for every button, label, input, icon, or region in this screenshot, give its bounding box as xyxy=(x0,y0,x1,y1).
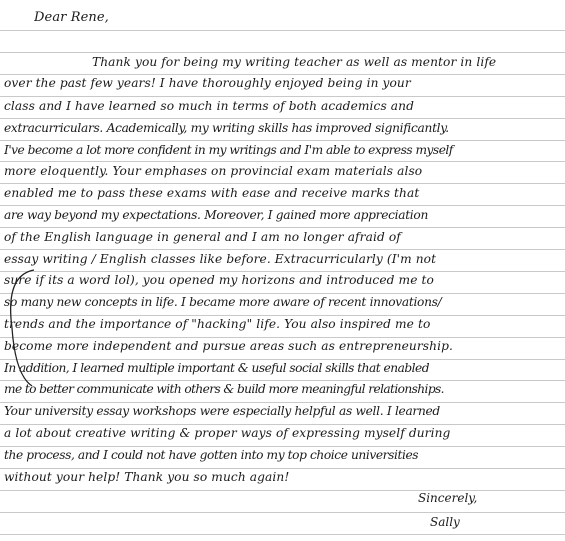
body-line-5: I've become a lot more confident in my writings and I'm able to express myself xyxy=(4,143,453,157)
body-line-17: Your university essay workshops were especially helpful as well. I learned xyxy=(4,404,440,418)
body-line-8: are way beyond my expectations. Moreover, I gained more appreciation xyxy=(4,208,428,222)
ruled-line xyxy=(0,446,565,447)
body-line-11: sure if its a word lol), you opened my horizons and introduced me to xyxy=(4,273,434,287)
body-line-10: essay writing / English classes like before. Extracurricularly (I'm not xyxy=(4,252,437,266)
body-line-2: over the past few years! I have thoroughly enjoyed being in your xyxy=(4,76,411,90)
body-line-4: extracurriculars. Academically, my writing skills has improved significantly. xyxy=(4,121,449,135)
margin-bracket xyxy=(6,268,36,388)
body-line-12: so many new concepts in life. I became more aware of recent innovations/ xyxy=(4,295,442,309)
body-line-7: enabled me to pass these exams with ease and receive marks that xyxy=(4,186,420,200)
ruled-line xyxy=(0,293,565,294)
body-line-16: me to better communicate with others & build more meaningful relationships. xyxy=(4,382,444,396)
body-line-20: without your help! Thank you so much again! xyxy=(4,470,290,484)
ruled-line xyxy=(0,161,565,162)
body-line-14: become more independent and pursue areas such as entrepreneurship. xyxy=(4,339,453,353)
ruled-line xyxy=(0,249,565,250)
salutation: Dear Rene, xyxy=(34,10,109,25)
ruled-line xyxy=(0,205,565,206)
ruled-line xyxy=(0,30,565,31)
body-line-19: the process, and I could not have gotten into my top choice universities xyxy=(4,448,419,462)
ruled-line xyxy=(0,271,565,272)
body-line-6: more eloquently. Your emphases on provincial exam materials also xyxy=(4,164,423,178)
body-line-13: trends and the importance of "hacking" life. You also inspired me to xyxy=(4,317,431,331)
ruled-line xyxy=(0,118,565,119)
body-line-15: In addition, I learned multiple important & useful social skills that enabled xyxy=(4,361,430,375)
body-line-18: a lot about creative writing & proper ways of expressing myself during xyxy=(4,426,451,440)
ruled-line xyxy=(0,512,565,513)
body-line-3: class and I have learned so much in terms of both academics and xyxy=(4,99,415,113)
ruled-line xyxy=(0,534,565,535)
body-line-9: of the English language in general and I am no longer afraid of xyxy=(4,230,401,244)
signature: Sally xyxy=(430,515,460,529)
ruled-line xyxy=(0,140,565,141)
ruled-line xyxy=(0,52,565,53)
closing: Sincerely, xyxy=(418,491,478,505)
ruled-line xyxy=(0,96,565,97)
ruled-line xyxy=(0,315,565,316)
ruled-line xyxy=(0,468,565,469)
ruled-line xyxy=(0,359,565,360)
body-line-1: Thank you for being my writing teacher as well as mentor in life xyxy=(92,55,497,69)
ruled-line xyxy=(0,183,565,184)
ruled-line xyxy=(0,337,565,338)
ruled-line xyxy=(0,74,565,75)
ruled-line xyxy=(0,490,565,491)
ruled-line xyxy=(0,227,565,228)
